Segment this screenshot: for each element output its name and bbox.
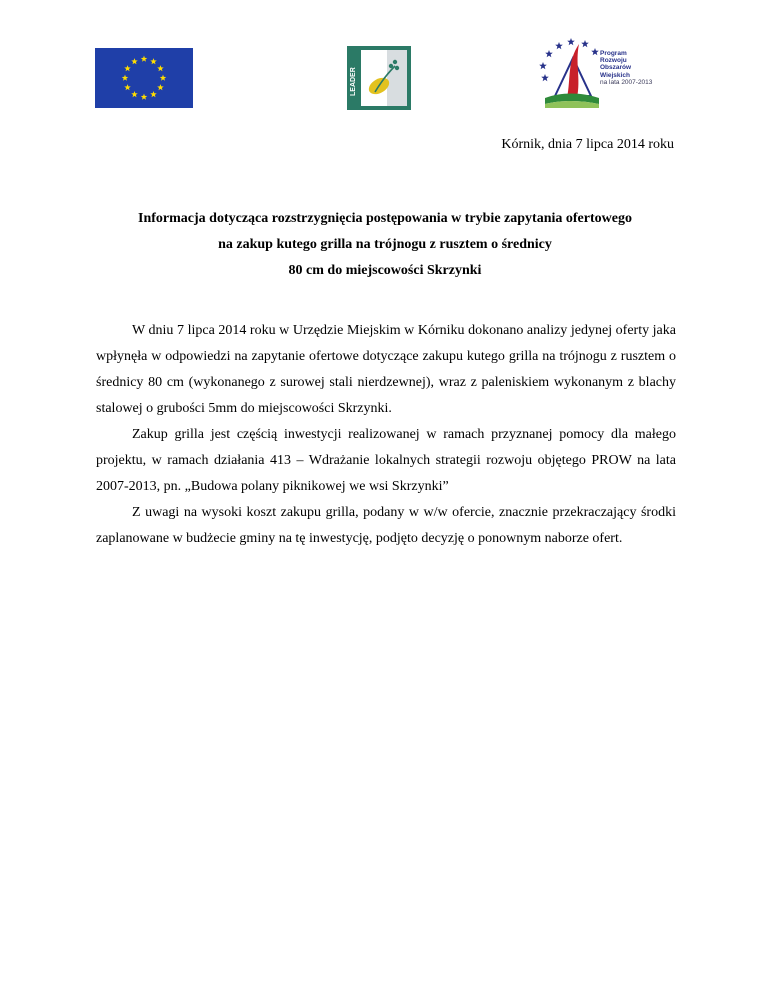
leader-text: LEADER — [350, 67, 357, 96]
prow-star-icon — [545, 50, 553, 57]
paragraph: Z uwagi na wysoki koszt zakupu grilla, podany w w/w ofercie, znacznie przekraczający środki zaplanowane w budżecie gminy na tę inwestycję, podjęto decyzję o ponownym naborze ofert. — [96, 505, 676, 546]
place-date: Kórnik, dnia 7 lipca 2014 roku — [501, 137, 674, 152]
title-line: na zakup kutego grilla na trójnogu z rusztem o średnicy — [218, 237, 552, 252]
prow-text — [600, 50, 652, 86]
prow-star-icon — [581, 40, 589, 47]
prow-line: Program — [600, 50, 627, 57]
paragraph: Zakup grilla jest częścią inwestycji realizowanej w ramach przyznanej pomocy dla małego projektu, w ramach działania 413 – Wdrażanie lokalnych strategii rozwoju objętego PROW na lata 2007-2013, pn. „Budowa polany piknikowej we wsi Skrzynki” — [96, 427, 676, 494]
prow-star-icon — [541, 74, 549, 81]
prow-line: na lata 2007-2013 — [600, 78, 653, 86]
prow-star-icon — [539, 62, 547, 69]
eu-flag-icon — [95, 48, 193, 108]
leader-logo-icon — [347, 46, 411, 110]
prow-line: Rozwoju — [600, 57, 627, 65]
paragraph: W dniu 7 lipca 2014 roku w Urzędzie Miejskim w Kórniku dokonano analizy jedynej oferty jaka wpłynęła w odpowiedzi na zapytanie ofertowe dotyczące zakupu kutego grilla na trójnogu z rusztem o średnicy 80 cm (wykonanego z surowej stali nierdzewnej), wraz z paleniskiem wykonanym z blachy stalowej o grubości 5mm do miejscowości Skrzynki. — [96, 323, 676, 416]
prow-line: Wiejskich — [600, 71, 630, 79]
prow-star-icon — [591, 48, 599, 55]
document-title — [96, 206, 674, 284]
prow-star-icon — [567, 38, 575, 45]
title-line: 80 cm do miejscowości Skrzynki — [288, 263, 482, 278]
prow-star-icon — [555, 42, 563, 49]
document-body — [96, 318, 676, 552]
prow-line: Obszarów — [600, 64, 632, 72]
prow-logo-icon — [537, 38, 671, 110]
title-line: Informacja dotycząca rozstrzygnięcia postępowania w trybie zapytania ofertowego — [138, 211, 632, 226]
